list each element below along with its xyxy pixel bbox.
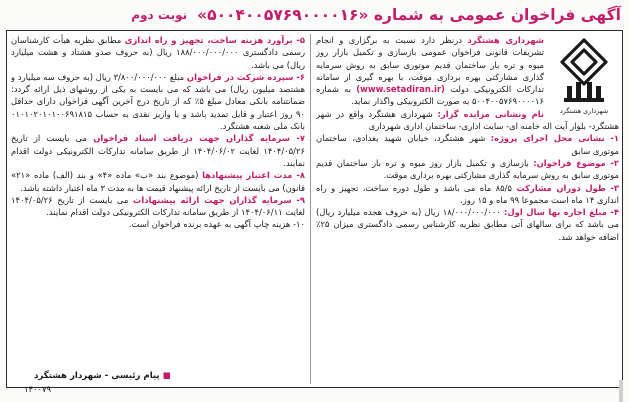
section-10-text: ۱۰- هزینه چاپ آگهی به عهده برنده فراخوان است. — [128, 219, 305, 230]
organizer-text: شهرداری هشتگرد واقع در شهر هشتگرد- بلوار آیت اله خامنه ای- سایت اداری- ساختمان اداری شهرداری — [316, 108, 619, 132]
signature — [34, 371, 171, 381]
section-3-text: ۸۵/۵ ماه می باشد و طول دوره ساخت، تجهیز و راه اندازی ۱۴ ماه است مجموعا ۹۹ ماه و ۱۵ روز. — [316, 182, 619, 205]
section-5 — [11, 34, 305, 71]
section-2 — [316, 157, 619, 182]
logo — [549, 34, 619, 118]
section-8-text: (موضوع بند «ب» ماده «۴» و بند (الف) ماده «۲۱» قانون) می بایست از تاریخ ارائه پیشنهاد قیمت ها به مدت ۳ ماه اعتبار داشته باشد. — [11, 170, 305, 193]
signature-text: پیام رئیسی - شهردار هشتگرد — [34, 371, 160, 381]
section-3 — [316, 182, 619, 207]
section-5-label: ۵- برآورد هزینه ساخت، تجهیز و راه اندازی — [124, 35, 305, 45]
ad-header — [0, 0, 629, 30]
municipality-emblem-icon — [554, 34, 614, 106]
publication-round: نوبت دوم — [131, 8, 188, 22]
left-column — [11, 34, 305, 384]
section-6-text: مبلغ ۳/۸۰۰/۰۰۰/۰۰۰ ریال (به حروف سه میلیارد و هشتصد میلیون ریال) می باشد که می بایست به یکی از روشهای ذیل ارائه گردد: ضمانتنامه بانکی معادل مبلغ ۵٪ که از تاریخ درج آخرین آگهی فراخوان دارای حداقل ۹۰ روز اعتبار و قابل تمدید باشد و یا واریز نقدی به حساب ۰۱۰۱۰۲۰۱۰۱۰۰۶۹۱۸۱۵ بانک ملی شعبه هشتگرد. — [11, 71, 305, 132]
section-9-text: می بایست از تاریخ ۱۴۰۴/۰۵/۲۶ لغایت ۱۴۰۴/۰۶/۱۱ از طریق سامانه تدارکات الکترونیکی دولت اقدام نمایند. — [11, 194, 305, 218]
section-9-label: ۹- سرمایه گذاران جهت ارائه پیشنهادات — [132, 194, 305, 205]
logo-caption: شهرداری هشتگرد — [559, 107, 609, 115]
section-4 — [316, 206, 619, 243]
section-7-text: می بایست از تاریخ ۱۴۰۴/۰۵/۲۶ لغایت ۱۴۰۴/۰۶/۰۲ از طریق سامانه تدارکات الکترونیکی دولت اقدام نمایند. — [11, 133, 305, 168]
ad-title: آگهی فراخوان عمومی به شماره «۵۰۰۴۰۰۵۷۶۹۰۰۰۰۱۶» — [197, 6, 621, 24]
section-4-label: ۴- مبلغ اجاره بها سال اول: — [504, 207, 619, 218]
section-2-label: ۲- موضوع فراخوان: — [533, 157, 619, 168]
section-9 — [11, 194, 305, 219]
section-6-label: ۶- سپرده شرکت در فراخوان — [186, 71, 305, 82]
setadiran-link[interactable]: (www.setadiran.ir) — [356, 84, 445, 95]
intro-label: شهرداری هشتگرد — [467, 35, 544, 45]
page-edge-scrollbar[interactable] — [619, 380, 623, 402]
organizer-label: نام ونشانی مزایده گزار: — [437, 108, 544, 119]
section-7-label: ۷- سرمایه گذاران جهت دریافت اسناد فراخوان — [93, 133, 305, 144]
ad-serial-number: ۱۴۰۰۷۹ — [24, 384, 51, 394]
section-8 — [11, 169, 305, 194]
signature-bullet-icon: ■ — [162, 371, 171, 381]
section-1-label: ۱- نشانی محل اجرای پروژه: — [490, 133, 619, 144]
section-3-label: ۳- طول دوران مشارکت — [516, 182, 619, 193]
section-4-text: ۱۸/۰۰۰/۰۰۰/۰۰۰ ریال (به حروف هجده میلیارد ریال) می باشد که برای سالهای آتی مطابق نظریه کارشناس رسمی دادگستری میزان ۲۵٪ اضافه خواهد شد. — [316, 207, 619, 242]
section-10 — [11, 218, 305, 230]
section-8-label: ۸- مدت اعتبار پیشنهادها — [202, 170, 305, 181]
section-6 — [11, 71, 305, 132]
intro-text-2: به شماره ۵۰۰۴۰۰۵۷۶۹۰۰۰۰۱۶ به صورت الکترونیکی واگذار نماید. — [316, 84, 544, 107]
right-column — [316, 34, 619, 384]
column-divider — [310, 34, 311, 384]
section-7 — [11, 132, 305, 169]
section-2-text: بازسازی و تکمیل بازار روز میوه و تره بار ساختمان قدیم موتوری سابق به روش سرمایه گذاری مشارکتی بهره برداری موقت. — [316, 157, 619, 181]
section-1-text: شهر هشتگرد، خیابان شهید بغدادی، ساختمان موتوری سابق — [316, 133, 619, 156]
section-1 — [316, 132, 619, 157]
section-5-text: مطابق نظریه هیأت کارشناسان رسمی دادگستری ۱۸۸/۰۰۰/۰۰۰/۰۰۰ ریال (به حروف صدو هشتاد و هشت میلیارد ریال) می باشد. — [11, 35, 305, 70]
intro-text: درنظر دارد نسبت به برگزاری و انجام تشریفات قانونی فراخوان عمومی بازسازی و تکمیل بازار روز میوه و تره بار ساختمان قدیم موتوری سابق به روش سرمایه گذاری مشارکتی بهره برداری موقت، با بهره گیری از سامانه تدارکات الکترونیکی دولت — [316, 35, 544, 95]
